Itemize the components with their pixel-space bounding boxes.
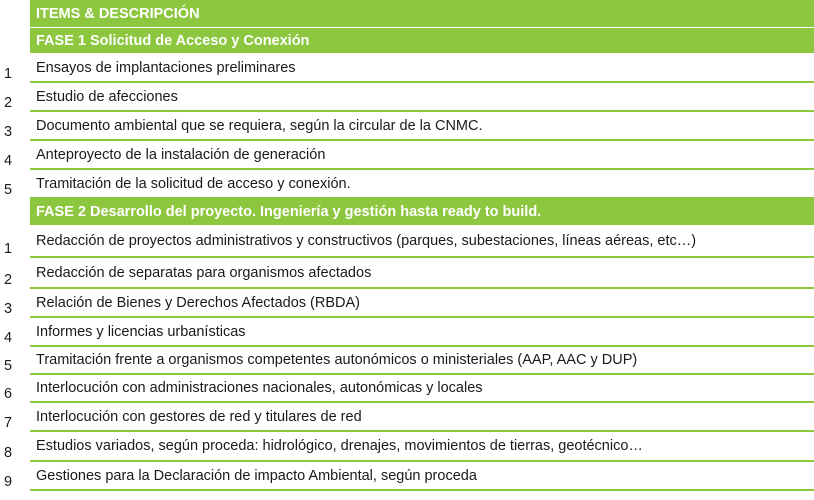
row-description: Gestiones para la Declaración de impacto Ambiental, según proceda	[30, 462, 814, 491]
row-number: 5	[4, 358, 13, 374]
table-row	[0, 432, 814, 462]
table-row	[0, 375, 814, 403]
row-number: 7	[4, 415, 13, 431]
table-header-row	[0, 0, 814, 28]
row-number: 8	[4, 445, 13, 461]
phase-2-header-row	[0, 199, 814, 226]
table-row	[0, 289, 814, 318]
table-row	[0, 112, 814, 141]
row-description: Tramitación de la solicitud de acceso y conexión.	[30, 170, 814, 199]
row-number-empty	[0, 28, 30, 54]
row-number: 6	[4, 386, 13, 402]
row-description: Estudio de afecciones	[30, 83, 814, 112]
row-description: Informes y licencias urbanísticas	[30, 318, 814, 347]
table-row	[0, 462, 814, 491]
table-row	[0, 347, 814, 375]
row-number: 4	[4, 153, 13, 169]
row-number: 2	[4, 95, 13, 111]
table-row	[0, 170, 814, 199]
phase-1-header-row	[0, 28, 814, 54]
row-description: Ensayos de implantaciones preliminares	[30, 54, 814, 83]
phase-2-title: FASE 2 Desarrollo del proyecto. Ingeniería y gestión hasta ready to build.	[30, 199, 814, 226]
phase-1-title: FASE 1 Solicitud de Acceso y Conexión	[30, 28, 814, 54]
table-row	[0, 54, 814, 83]
row-description: Redacción de proyectos administrativos y constructivos (parques, subestaciones, líneas aéreas, etc…)	[30, 226, 814, 258]
row-description: Anteproyecto de la instalación de generación	[30, 141, 814, 170]
row-number: 2	[4, 272, 13, 288]
table-header-title: ITEMS & DESCRIPCIÓN	[30, 0, 814, 28]
table-row	[0, 141, 814, 170]
row-number: 1	[4, 241, 13, 257]
row-number-empty	[0, 0, 30, 28]
row-number: 4	[4, 330, 13, 346]
row-number: 9	[4, 474, 13, 490]
row-description: Interlocución con administraciones nacionales, autonómicas y locales	[30, 375, 814, 403]
row-description: Tramitación frente a organismos competentes autonómicos o ministeriales (AAP, AAC y DUP)	[30, 347, 814, 375]
table-row	[0, 226, 814, 258]
row-description: Estudios variados, según proceda: hidrológico, drenajes, movimientos de tierras, geotécnico…	[30, 432, 814, 462]
table-row	[0, 258, 814, 289]
row-number: 3	[4, 301, 13, 317]
table-row	[0, 318, 814, 347]
row-number: 1	[4, 66, 13, 82]
row-description: Relación de Bienes y Derechos Afectados (RBDA)	[30, 289, 814, 318]
table-row	[0, 83, 814, 112]
row-description: Redacción de separatas para organismos afectados	[30, 258, 814, 289]
row-description: Documento ambiental que se requiera, según la circular de la CNMC.	[30, 112, 814, 141]
row-number: 3	[4, 124, 13, 140]
table-row	[0, 403, 814, 432]
row-number: 5	[4, 182, 13, 198]
row-number-empty	[0, 199, 30, 226]
row-description: Interlocución con gestores de red y titulares de red	[30, 403, 814, 432]
